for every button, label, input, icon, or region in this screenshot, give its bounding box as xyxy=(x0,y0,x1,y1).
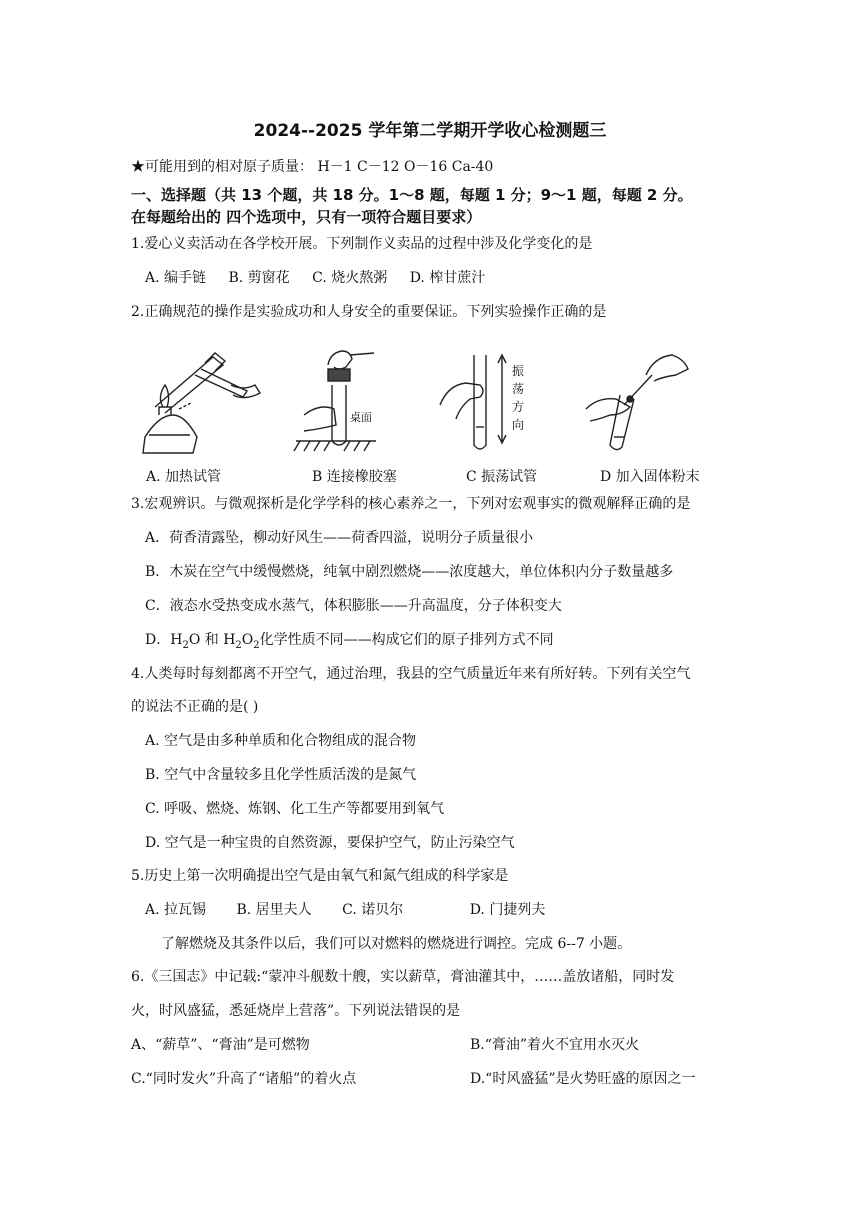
q5-option-b: B. 居里夫人 xyxy=(236,902,312,918)
q4-stem-line1: 4.人类每时每刻都离不开空气，通过治理，我县的空气质量近年来有所好转。下列有关空气 xyxy=(131,666,691,682)
q4-option-b: B. 空气中含量较多且化学性质活泼的是氮气 xyxy=(145,767,417,783)
q5-options xyxy=(145,900,545,920)
q1-stem: 1.爱心义卖活动在各学校开展。下列制作义卖品的过程中涉及化学变化的是 xyxy=(131,236,593,252)
q6-stem-line1: 6.《三国志》中记载:“蒙冲斗舰数十艘，实以薪草，膏油灌其中，……盖放诸船，同时发 xyxy=(131,969,675,985)
section-heading-line1: 一、选择题（共 13 个题，共 18 分。1～8 题，每题 1 分；9～1 题，每题 2 分。 xyxy=(131,186,693,204)
q1-options xyxy=(145,268,485,288)
q2-stem: 2.正确规范的操作是实验成功和人身安全的重要保证。下列实验操作正确的是 xyxy=(131,304,607,320)
q3-option-d: D．$H_2O$ 和 $H_2O_2$化学性质不同——构成它们的原子排列方式不同 xyxy=(145,632,554,651)
q5-stem: 5.历史上第一次明确提出空气是由氧气和氮气组成的科学家是 xyxy=(131,868,509,884)
section-heading-line2: 在每题给出的 四个选项中，只有一项符合题目要求） xyxy=(131,208,482,226)
fig-b-label-desk: 桌面 xyxy=(350,411,372,424)
q3-option-b: B．木炭在空气中缓慢燃烧，纯氧中剧烈燃烧——浓度越大，单位体积内分子数量越多 xyxy=(145,564,674,580)
q6-7-intro: 了解燃烧及其条件以后，我们可以对燃料的燃烧进行调控。完成 6--7 小题。 xyxy=(161,936,632,952)
q6-option-d: D.“时风盛猛”是火势旺盛的原因之一 xyxy=(470,1071,696,1087)
q1-option-a: A. 编手链 xyxy=(145,270,207,286)
q3-stem: 3.宏观辨识。与微观探析是化学学科的核心素养之一，下列对宏观事实的微观解释正确的是 xyxy=(131,496,691,512)
q4-option-d: D. 空气是一种宝贵的自然资源，要保护空气，防止污染空气 xyxy=(145,835,515,851)
q6-option-c: C.“同时发火”升高了“诸船”的着火点 xyxy=(131,1071,357,1087)
q1-option-b: B. 剪窗花 xyxy=(228,270,290,286)
fig-c-label-shake-direction: 振 荡 方 向 xyxy=(512,364,525,432)
q3-option-a: A．荷香清露坠，柳动好风生——荷香四溢，说明分子质量很小 xyxy=(145,530,534,546)
q2-option-b: B 连接橡胶塞 xyxy=(312,469,397,485)
q6-stem-line2: 火，时风盛猛，悉延烧岸上营落”。下列说法错误的是 xyxy=(131,1003,461,1019)
fig-a-heating-tube-illustration xyxy=(135,345,265,460)
q5-option-a: A. 拉瓦锡 xyxy=(145,902,207,918)
q5-option-c: C. 诺贝尔 xyxy=(342,902,404,918)
fig-c-shaking-tube-illustration xyxy=(430,345,540,460)
q2-option-d: D 加入固体粉末 xyxy=(600,469,700,485)
q4-option-a: A. 空气是由多种单质和化合物组成的混合物 xyxy=(145,733,417,749)
q4-option-c: C. 呼吸、燃烧、炼钢、化工生产等都要用到氧气 xyxy=(145,801,445,817)
q4-stem-line2: 的说法不正确的是( ) xyxy=(131,699,259,715)
page-title: 2024--2025 学年第二学期开学收心检测题三 xyxy=(253,121,607,141)
fig-b-stopper-illustration xyxy=(290,345,380,460)
q6-option-b: B.“膏油”着火不宜用水灭火 xyxy=(470,1037,640,1053)
q5-option-d: D. 门捷列夫 xyxy=(469,902,546,918)
q1-option-c: C. 烧火熬粥 xyxy=(312,270,388,286)
q1-option-d: D. 榨甘蔗汁 xyxy=(409,270,486,286)
q2-option-c: C 振荡试管 xyxy=(466,469,538,485)
q2-option-a: A. 加热试管 xyxy=(146,469,222,485)
atomic-mass-note: ★可能用到的相对原子质量： H－1 C－12 O－16 Ca-40 xyxy=(131,159,494,175)
q6-option-a: A、“薪草”、“膏油”是可燃物 xyxy=(131,1037,310,1053)
fig-d-powder-illustration xyxy=(580,345,710,460)
q3-option-c: C．液态水受热变成水蒸气，体积膨胀——升高温度，分子体积变大 xyxy=(145,598,562,614)
